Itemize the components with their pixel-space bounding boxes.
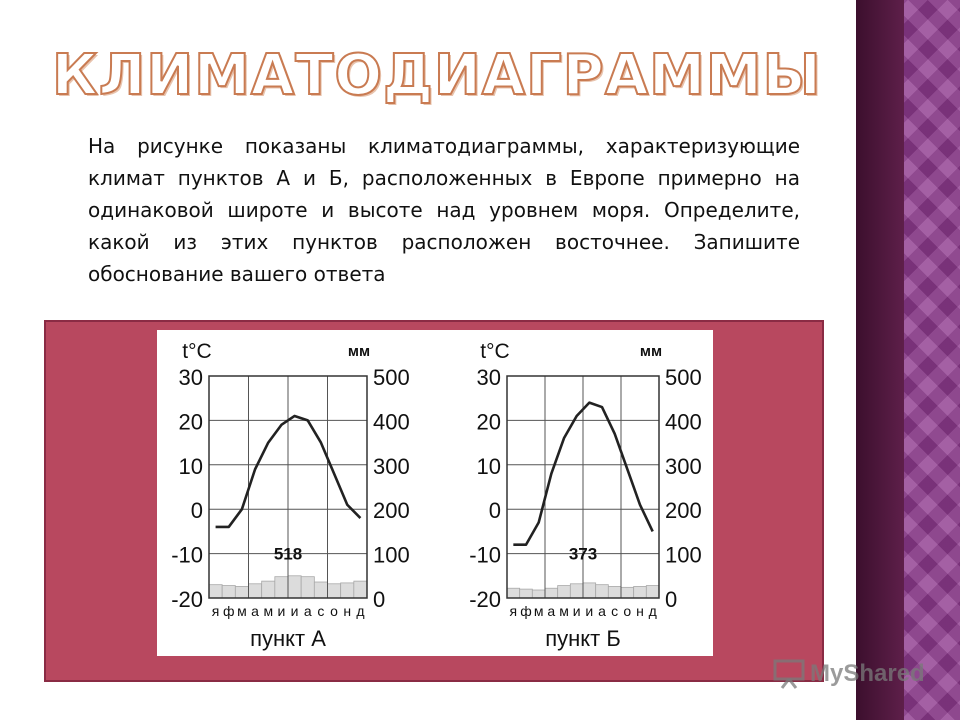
temp-tick-label: 30 — [476, 365, 501, 390]
precip-bar — [545, 588, 558, 598]
precip-bar — [621, 587, 634, 598]
month-label: ф — [520, 603, 532, 619]
precip-bar — [583, 583, 596, 598]
climate-charts — [157, 330, 713, 656]
month-label: м — [533, 603, 544, 619]
month-label: и — [585, 603, 594, 619]
month-label: и — [277, 603, 286, 619]
brand-text: MyShared — [810, 660, 925, 687]
brand-logo — [772, 656, 925, 692]
precip-tick-label: 400 — [373, 409, 410, 435]
precip-tick-label: 0 — [665, 587, 678, 612]
precip-axis-label: мм — [347, 343, 371, 360]
precip-bar — [328, 584, 341, 598]
month-label: и — [572, 603, 581, 619]
precip-bar — [341, 583, 354, 598]
precip-bar — [646, 586, 659, 598]
temp-tick-label: 10 — [476, 453, 501, 479]
temp-tick-label: -20 — [469, 587, 501, 612]
precip-tick-label: 500 — [373, 365, 410, 390]
month-label: о — [330, 603, 338, 619]
month-label: а — [251, 603, 259, 619]
precip-bar — [570, 584, 583, 598]
month-label: с — [317, 603, 325, 619]
precip-bar — [275, 577, 288, 598]
month-label: м — [559, 603, 569, 619]
month-label: о — [623, 603, 632, 619]
month-label: ф — [222, 603, 235, 619]
presentation-icon — [772, 659, 806, 689]
month-label: д — [648, 603, 657, 619]
temp-tick-label: 0 — [190, 498, 203, 524]
precip-bar — [354, 581, 367, 598]
precip-bar — [634, 586, 647, 598]
temp-axis-label: t°C — [182, 340, 212, 363]
precip-bar — [532, 590, 545, 598]
month-label: н — [636, 603, 644, 619]
temp-tick-label: -10 — [469, 542, 501, 568]
temp-tick-label: 0 — [488, 498, 501, 524]
precip-bar — [314, 582, 327, 598]
month-label: д — [356, 603, 365, 619]
precip-bar — [288, 576, 301, 598]
precip-bar — [262, 581, 275, 598]
precip-bar — [235, 586, 248, 598]
month-label: и — [290, 603, 299, 619]
side-decor-strip — [856, 0, 904, 720]
month-label: а — [547, 603, 556, 619]
temp-axis-label: t°C — [480, 340, 510, 363]
precip-tick-label: 300 — [373, 453, 410, 479]
month-label: н — [343, 603, 352, 619]
annual-precip-label: 518 — [273, 544, 303, 564]
temp-tick-label: 20 — [476, 409, 501, 435]
precip-tick-label: 400 — [665, 409, 702, 435]
month-label: м — [237, 603, 247, 619]
temp-tick-label: 10 — [178, 453, 203, 479]
precip-tick-label: 200 — [665, 498, 702, 524]
annual-precip-label: 373 — [568, 544, 598, 564]
side-decor-panel — [856, 0, 960, 720]
precip-tick-label: 0 — [373, 587, 386, 612]
precip-bar — [507, 588, 520, 598]
temp-tick-label: -20 — [171, 587, 203, 612]
month-label: я — [509, 603, 518, 619]
precip-axis-label: мм — [639, 343, 663, 360]
precip-bar — [222, 586, 235, 598]
precip-tick-label: 100 — [665, 542, 702, 568]
precip-tick-label: 300 — [665, 453, 702, 479]
temp-tick-label: 20 — [178, 409, 203, 435]
temp-tick-label: 30 — [178, 365, 203, 390]
temp-tick-label: -10 — [171, 542, 203, 568]
precip-bar — [520, 589, 533, 598]
charts-card — [157, 330, 713, 656]
month-label: а — [303, 603, 312, 619]
precip-tick-label: 500 — [665, 365, 702, 390]
month-label: м — [263, 603, 274, 619]
precip-bar — [249, 584, 262, 598]
precip-bar — [301, 577, 314, 598]
slide-title: КЛИМАТОДИАГРАММЫ — [52, 43, 822, 108]
month-label: я — [211, 603, 220, 619]
precip-bar — [608, 586, 621, 598]
task-text: На рисунке показаны климатодиаграммы, характеризующие климат пунктов А и Б, расположенных в Европе примерно на одинаковой широте и высоте над уровнем моря. Определите, какой из этих пунктов расположен восточнее. Запишите обоснование вашего ответа — [88, 134, 800, 286]
precip-bar — [596, 585, 609, 598]
precip-bar — [209, 585, 222, 598]
station-label: пункт Б — [545, 626, 621, 651]
precip-tick-label: 200 — [373, 498, 410, 524]
precip-bar — [558, 586, 571, 598]
precip-tick-label: 100 — [373, 542, 410, 568]
month-label: с — [611, 603, 619, 619]
station-label: пункт А — [250, 626, 326, 651]
month-label: а — [598, 603, 606, 619]
